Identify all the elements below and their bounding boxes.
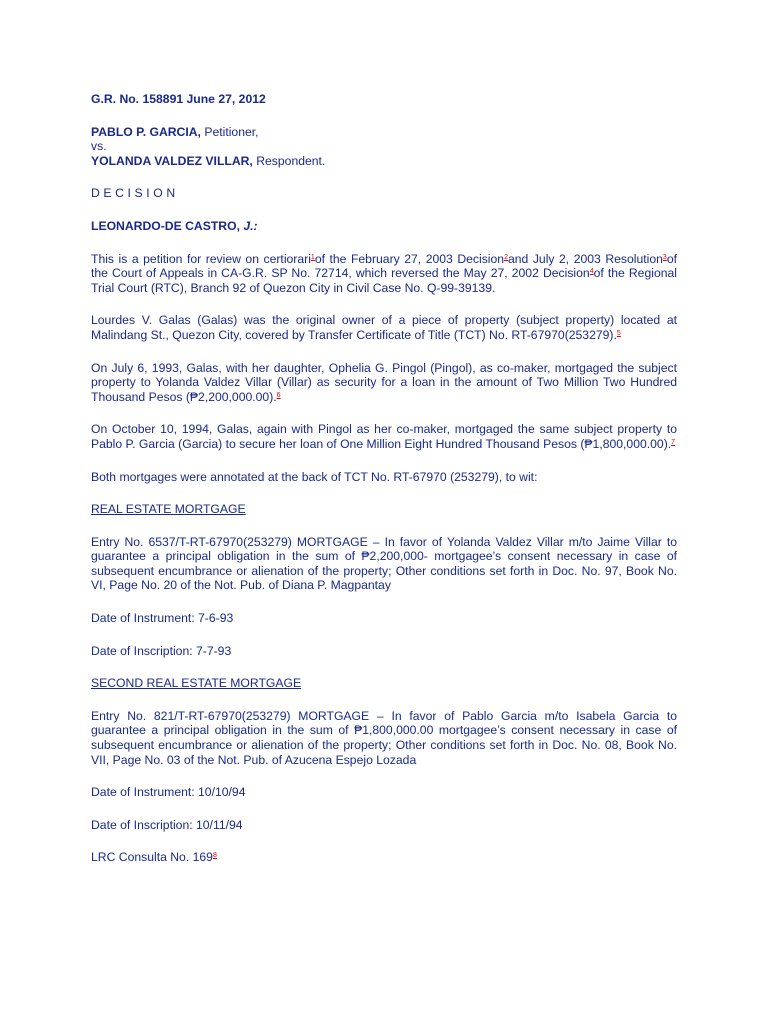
- paragraph-5: Both mortgages were annotated at the back of TCT No. RT-67970 (253279), to wit:: [91, 469, 538, 484]
- lrc-consulta: [91, 850, 677, 865]
- mortgage-2-date-instrument: Date of Instrument: 10/10/94: [91, 785, 246, 800]
- paragraph-3: [91, 361, 677, 405]
- footnote-link-2[interactable]: 2: [504, 253, 508, 261]
- paragraph-3-text: On July 6, 1993, Galas, with her daughter, Ophelia G. Pingol (Pingol), as co-maker, mortgaged the subject property to Yolanda Valdez Villar (Villar) as security for a loan in the amount of Two Million Two Hundred Thousand Pesos (₱2,200,000.00).: [91, 360, 677, 404]
- mortgage-1-heading: REAL ESTATE MORTGAGE: [91, 502, 246, 517]
- footnote-link-8[interactable]: 8: [212, 852, 217, 860]
- mortgage-2-date-inscription: Date of Inscription: 10/11/94: [91, 817, 243, 832]
- document-body: [91, 92, 677, 865]
- paragraph-1-text-a: This is a petition for review on certiorari: [91, 251, 311, 266]
- paragraph-4-text: On October 10, 1994, Galas, again with Pingol as her co-maker, mortgaged the same subject property to Pablo P. Garcia (Garcia) to secure her loan of One Million Eight Hundred Thousand Pesos (₱1,800,000.00).: [91, 422, 677, 451]
- ponente: [91, 219, 677, 234]
- lrc-consulta-text: LRC Consulta No. 169: [91, 850, 213, 865]
- petitioner-name: PABLO P. GARCIA,: [91, 124, 201, 139]
- respondent-line: [91, 154, 677, 169]
- petitioner-role: Petitioner,: [200, 124, 259, 139]
- ponente-name: LEONARDO-DE CASTRO,: [91, 218, 240, 233]
- paragraph-1-text-b: of the February 27, 2003 Decision: [314, 251, 505, 266]
- footnote-link-3[interactable]: 3: [662, 253, 667, 261]
- paragraph-2-text: Lourdes V. Galas (Galas) was the original owner of a piece of property (subject property) located at Malindang St., Quezon City, covered by Transfer Certificate of Title (TCT) No. RT-67970(253279).: [91, 313, 677, 342]
- paragraph-1-text-e: of the Regional Trial Court (RTC), Branch 92 of Quezon City in Civil Case No. Q-99-39139.: [91, 266, 677, 295]
- footnote-link-4[interactable]: 4: [589, 268, 594, 276]
- paragraph-1-text-c: and July 2, 2003 Resolution: [507, 251, 663, 266]
- footnote-link-6[interactable]: 6: [276, 391, 281, 399]
- mortgage-2-heading: SECOND REAL ESTATE MORTGAGE: [91, 676, 302, 691]
- mortgage-1-date-inscription: Date of Inscription: 7-7-93: [91, 643, 232, 658]
- paragraph-4: [91, 422, 677, 451]
- paragraph-1-text-d: of the Court of Appeals in CA-G.R. SP No. 72714, which reversed the May 27, 2002 Decision: [91, 251, 677, 281]
- mortgage-1-entry: Entry No. 6537/T-RT-67970(253279) MORTGAGE – In favor of Yolanda Valdez Villar m/to Jaime Villar to guarantee a principal obligation in the sum of ₱2,200,000- mortgagee’s consent necessary in case of subsequent encumbrance or alienation of the property; Other conditions set forth in Doc. No. 97, Book No. VI, Page No. 20 of the Not. Pub. of Diana P. Magpantay: [91, 534, 677, 593]
- mortgage-2-entry: Entry No. 821/T-RT-67970(253279) MORTGAGE – In favor of Pablo Garcia m/to Isabela Garcia to guarantee a principal obligation in the sum of ₱1,800,000.00 mortgagee’s consent necessary in case of subsequent encumbrance or alienation of the property; Other conditions set forth in Doc. No. 08, Book No. VII, Page No. 03 of the Not. Pub. of Azucena Espejo Lozada: [91, 708, 677, 767]
- mortgage-1-date-instrument: Date of Instrument: 7-6-93: [91, 611, 234, 626]
- respondent-role: Respondent.: [252, 153, 326, 168]
- respondent-name: YOLANDA VALDEZ VILLAR,: [91, 153, 253, 168]
- footnote-link-1[interactable]: 1: [310, 253, 315, 261]
- ponente-suffix: J.:: [239, 218, 258, 233]
- decision-heading: DECISION: [91, 186, 179, 201]
- footnote-link-7[interactable]: 7: [671, 438, 676, 446]
- case-number: G.R. No. 158891 June 27, 2012: [91, 92, 266, 106]
- versus: vs.: [91, 139, 107, 154]
- paragraph-1: [91, 252, 677, 296]
- footnote-link-5[interactable]: 5: [616, 329, 621, 337]
- petitioner-line: [91, 125, 677, 140]
- paragraph-2: [91, 313, 677, 342]
